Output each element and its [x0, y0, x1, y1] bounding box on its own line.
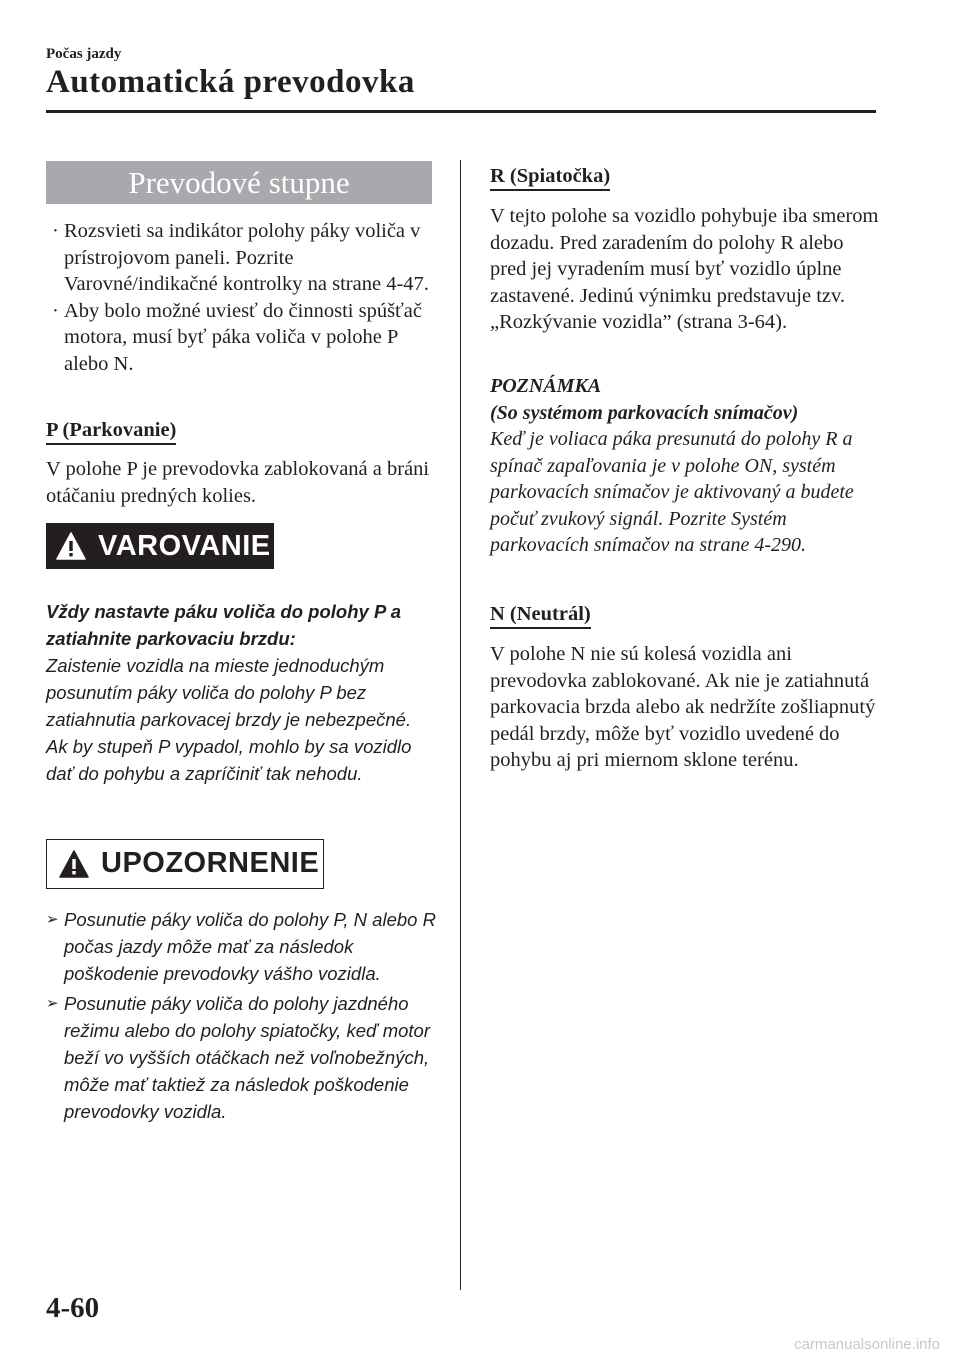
bullet-text: Aby bolo možné uviesť do činnosti spúšťač motora, musí byť páka voliča v polohe P alebo N.	[64, 299, 422, 375]
note-text: Keď je voliaca páka presunutá do polohy R a spínač zapaľovania je v polohe ON, systém parkovacích snímačov je aktivovaný a budete počuť zvukový signál. Pozrite Systém parkovacích snímačov na strane 4-290.	[490, 428, 854, 556]
reverse-section	[490, 164, 880, 336]
caution-text: Posunutie páky voliča do polohy P, N alebo R počas jazdy môže mať za následok poškodenie prevodovky vášho vozidla.	[64, 909, 436, 984]
note-subtitle: (So systémom parkovacích snímačov)	[490, 401, 799, 424]
chapter-title: Automatická prevodovka	[46, 64, 415, 100]
warning-body: Zaistenie vozidla na mieste jednoduchým posunutím páky voliča do polohy P bez zatiahnutia parkovacej brzdy je nebezpečné. Ak by stupeň P vypadol, mohlo by sa vozidlo dať do pohybu a zapríčiniť tak nehodu.	[46, 655, 412, 784]
column-divider	[460, 160, 461, 1290]
warning-triangle-icon	[56, 532, 86, 560]
reverse-heading: R (Spiatočka)	[490, 164, 610, 191]
list-item	[46, 990, 436, 1125]
arrow-right-icon: ➢	[46, 911, 59, 928]
list-item: · Rozsvieti sa indikátor polohy páky voliča v prístrojovom paneli. Pozrite Varovné/indikačné kontrolky na strane 4-47.	[52, 220, 429, 295]
park-text: V polohe P je prevodovka zablokovaná a bráni otáčaniu predných kolies.	[46, 458, 430, 507]
arrow-right-icon: ➢	[46, 995, 59, 1012]
caution-badge	[46, 839, 324, 889]
caution-label: UPOZORNENIE	[101, 847, 320, 879]
warning-triangle-icon	[59, 850, 89, 878]
neutral-heading: N (Neutrál)	[490, 602, 591, 629]
caution-list	[46, 906, 436, 1128]
page-number: 4-60	[46, 1292, 100, 1324]
list-item: · Aby bolo možné uviesť do činnosti spúšťač motora, musí byť páka voliča v polohe P alebo N.	[52, 299, 422, 375]
note-block	[490, 373, 885, 559]
park-section	[46, 418, 446, 509]
warning-title: Vždy nastavte páku voliča do polohy P a zatiahnite parkovaciu brzdu:	[46, 601, 402, 649]
section-banner: Prevodové stupne	[46, 161, 432, 204]
neutral-section	[490, 602, 880, 774]
park-heading: P (Parkovanie)	[46, 418, 176, 445]
header-rule	[46, 110, 876, 113]
note-label: POZNÁMKA	[490, 375, 602, 397]
section-label: Počas jazdy	[46, 46, 122, 62]
caution-text: Posunutie páky voliča do polohy jazdného režimu alebo do polohy spiatočky, keď motor beží vo vyšších otáčkach než voľnobežných, môže mať taktiež za následok poškodenie prevodovky vozidla.	[64, 993, 430, 1122]
warning-label: VAROVANIE	[98, 530, 271, 562]
neutral-text: V polohe N nie sú kolesá vozidla ani prevodovka zablokované. Ak nie je zatiahnutá parkovacia brzda alebo ak nedržíte zošliapnutý pedál brzdy, môže byť vozidlo uvedené do pohybu aj pri miernom sklone terénu.	[490, 643, 876, 771]
reverse-text: V tejto polohe sa vozidlo pohybuje iba smerom dozadu. Pred zaradením do polohy R alebo pred jej vyradením musí byť vozidlo úplne zastavené. Jedinú výnimku predstavuje tzv. „Rozkývanie vozidla” (strana 3-64).	[490, 205, 879, 333]
bullet-text: Rozsvieti sa indikátor polohy páky voliča v prístrojovom paneli. Pozrite Varovné/indikačné kontrolky na strane 4-47.	[64, 220, 429, 295]
watermark: carmanualsonline.info	[794, 1336, 940, 1353]
warning-badge	[46, 523, 274, 569]
intro-bullet-list	[46, 218, 446, 377]
list-item	[46, 906, 436, 987]
warning-block	[46, 598, 436, 787]
